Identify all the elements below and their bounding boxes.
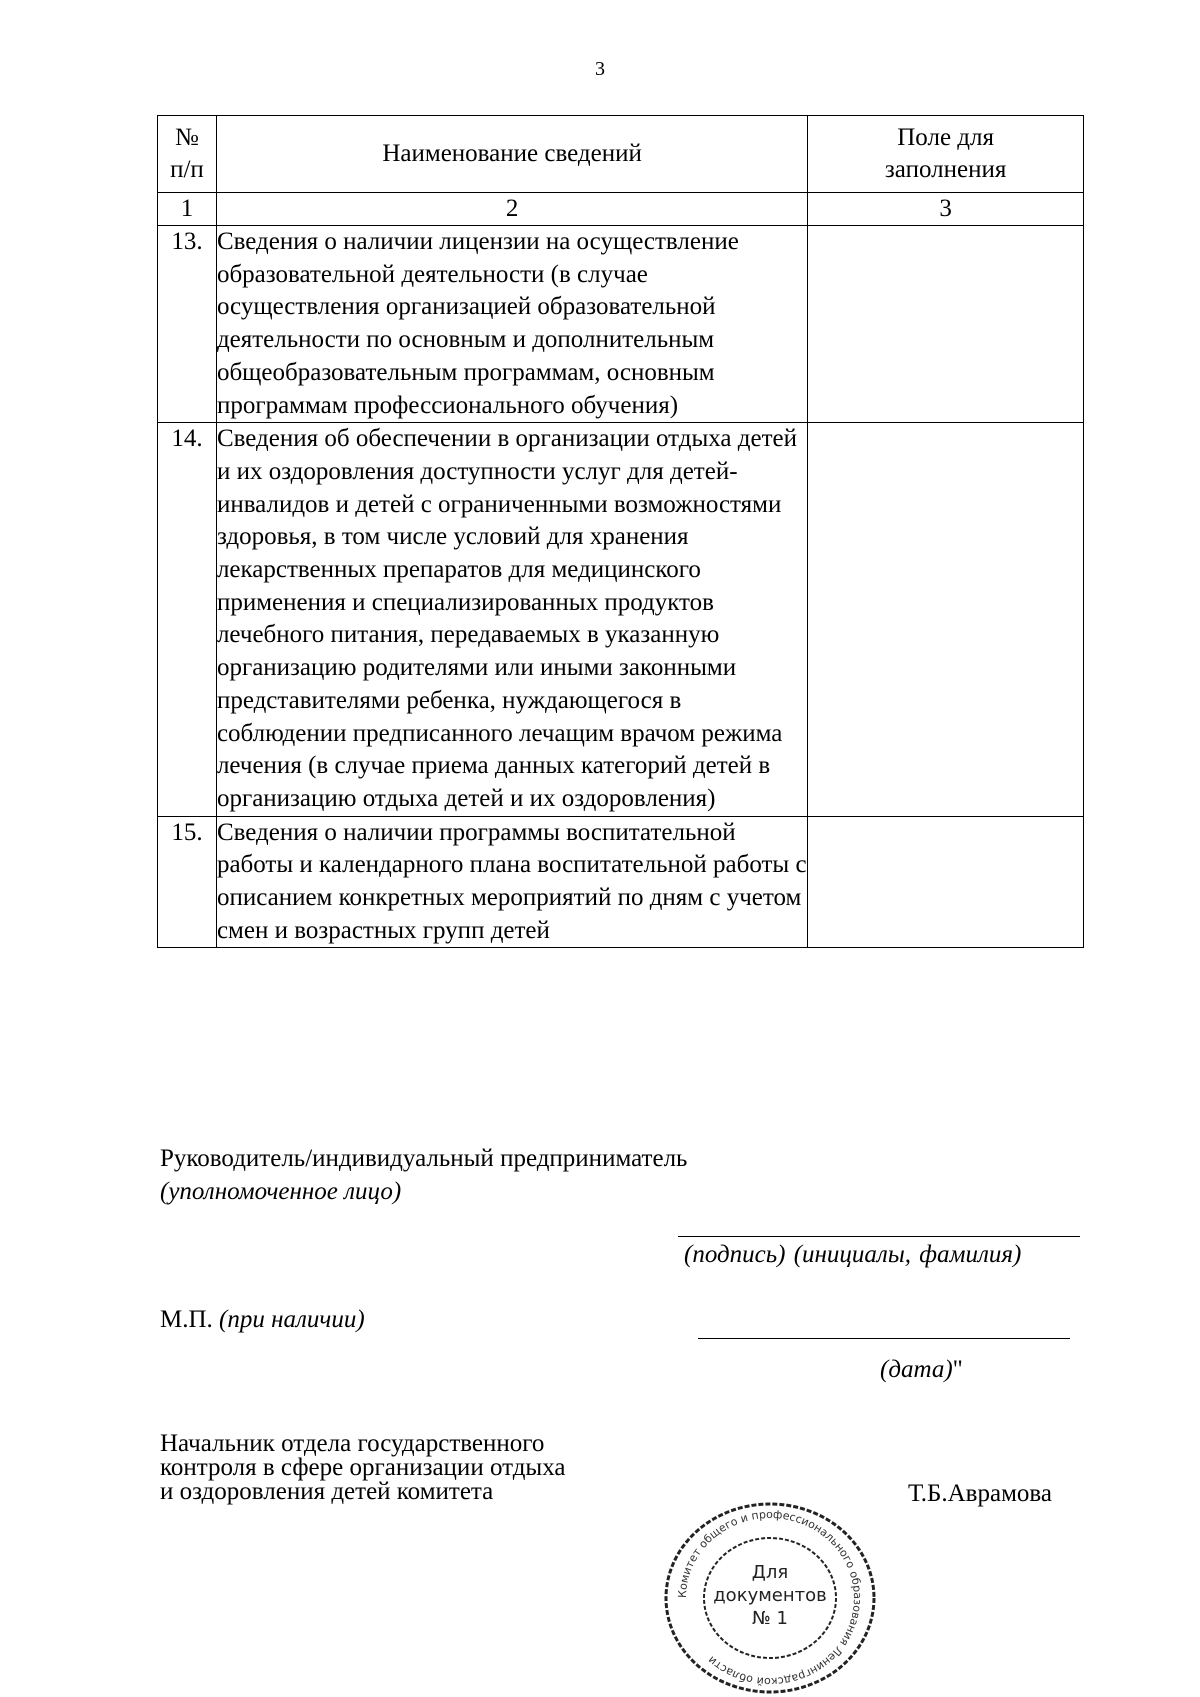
column-number: 1 — [158, 193, 217, 226]
column-number-row — [158, 193, 1084, 226]
row-fill-field[interactable] — [808, 423, 1084, 816]
stamp-line3: № 1 — [752, 1608, 788, 1629]
signature-caption: (подпись) (инициалы, фамилия) — [684, 1241, 1022, 1268]
closing-quote: " — [952, 1356, 963, 1383]
header-field — [808, 116, 1084, 193]
row-fill-field[interactable] — [808, 816, 1084, 948]
stamp-line2: документов — [713, 1585, 827, 1606]
footer-position-line: и оздоровления детей комитета — [160, 1478, 494, 1505]
signer-subtitle: (уполномоченное лицо) — [160, 1178, 402, 1205]
row-number: 14. — [158, 423, 217, 816]
page-number: 3 — [595, 58, 605, 80]
signature-line[interactable] — [678, 1236, 1080, 1237]
date-caption: (дата) — [880, 1356, 953, 1383]
column-number: 2 — [216, 193, 807, 226]
stamp-ring-text: Комитет общего и профессионального образования Ленинградской области — [675, 1507, 865, 1689]
header-number — [158, 116, 217, 193]
table-row — [158, 423, 1084, 816]
official-stamp — [660, 1500, 880, 1696]
row-description: Сведения о наличии программы воспитательной работы и календарного плана воспитательной работы с описанием конкретных мероприятий по дням с учетом смен и возрастных групп детей — [216, 816, 807, 948]
table-row — [158, 226, 1084, 423]
signer-title: Руководитель/индивидуальный предприниматель — [160, 1145, 688, 1172]
header-number-line1: № — [175, 124, 199, 151]
footer-position-line: Начальник отдела государственного — [160, 1430, 545, 1457]
row-fill-field[interactable] — [808, 226, 1084, 423]
header-number-line2: п/п — [170, 156, 204, 183]
header-field-line1: Поле для — [897, 124, 994, 151]
mp-label: М.П. — [160, 1306, 213, 1333]
table-row — [158, 816, 1084, 948]
footer-name: Т.Б.Аврамова — [908, 1480, 1052, 1507]
row-number: 13. — [158, 226, 217, 423]
header-name: Наименование сведений — [216, 116, 807, 193]
mp-note: (при наличии) — [219, 1306, 365, 1333]
seal-place — [160, 1306, 365, 1334]
row-description: Сведения об обеспечении в организации отдыха детей и их оздоровления доступности услуг для детей-инвалидов и детей с ограниченными возможностями здоровья, в том числе условий для хранения лекарственных препаратов для медицинского применения и специализированных продуктов лечебного питания, передаваемых в указанную организацию родителями или иными законными представителями ребенка, нуждающегося в соблюдении предписанного лечащим врачом режима лечения (в случае приема данных категорий детей в организацию отдыха детей и их оздоровления) — [216, 423, 807, 816]
row-number: 15. — [158, 816, 217, 948]
column-number: 3 — [808, 193, 1084, 226]
table-header-row — [158, 116, 1084, 193]
footer-position-line: контроля в сфере организации отдыха — [160, 1454, 566, 1481]
information-table — [157, 115, 1084, 948]
footer-position — [160, 1432, 566, 1504]
date-caption-wrap — [880, 1356, 963, 1384]
stamp-line1: Для — [751, 1562, 789, 1583]
date-line[interactable] — [698, 1338, 1070, 1339]
header-field-line2: заполнения — [884, 156, 1007, 183]
row-description: Сведения о наличии лицензии на осуществление образовательной деятельности (в случае осуществления организацией образовательной деятельности по основным и дополнительным общеобразовательным программам, основным программам профессионального обучения) — [216, 226, 807, 423]
signer-block — [160, 1142, 687, 1208]
